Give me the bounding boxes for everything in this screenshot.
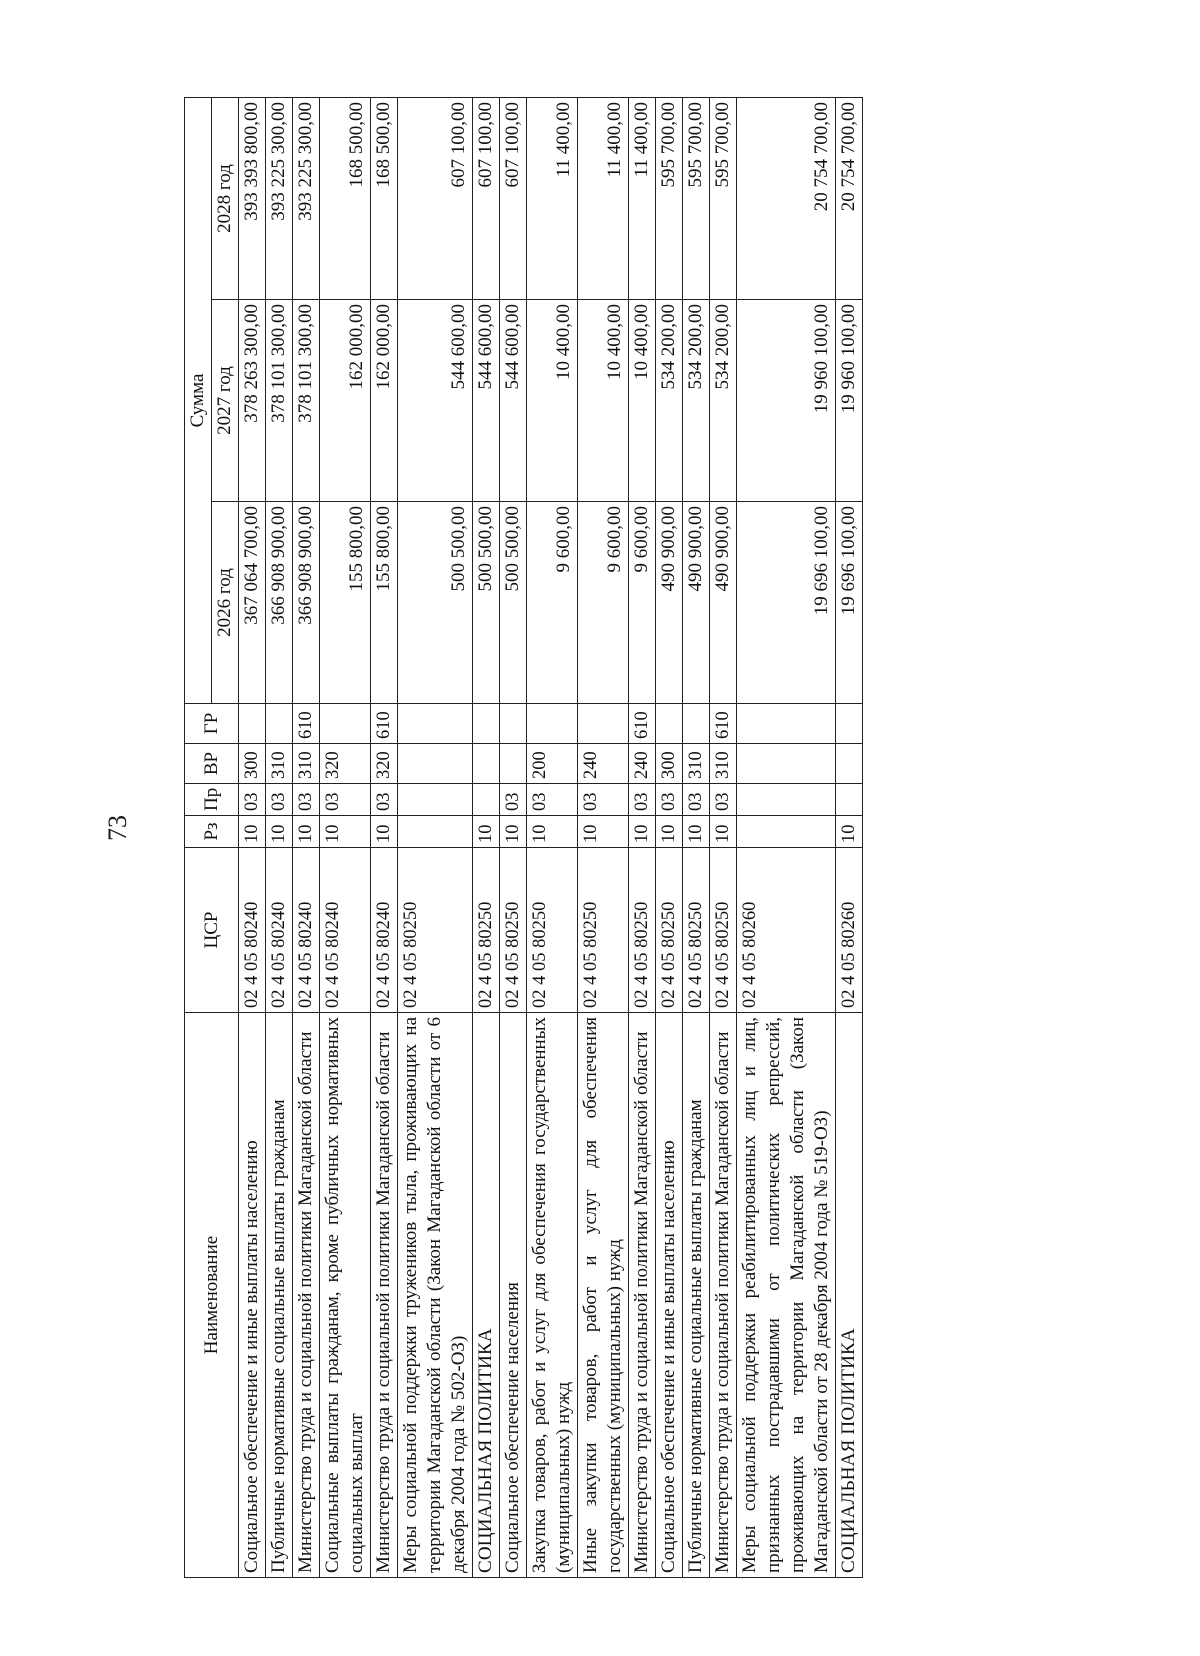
cell-gr: 610 (371, 704, 398, 744)
cell-gr: 610 (710, 704, 737, 744)
cell-pr: 03 (710, 784, 737, 816)
table-row (683, 98, 710, 1578)
cell-2028: 393 393 800,00 (239, 98, 266, 300)
cell-2027: 10 400,00 (629, 300, 656, 502)
header-vr: ВР (185, 744, 239, 784)
cell-2026: 490 900,00 (656, 502, 683, 704)
cell-name: Публичные нормативные социальные выплаты гражданам (266, 1013, 293, 1578)
cell-2026: 366 908 900,00 (293, 502, 320, 704)
cell-2028: 393 225 300,00 (266, 98, 293, 300)
cell-rz: 10 (320, 816, 371, 848)
cell-2028: 595 700,00 (683, 98, 710, 300)
cell-pr: 03 (527, 784, 578, 816)
page-number: 73 (103, 815, 132, 841)
cell-vr: 320 (320, 744, 371, 784)
cell-2028: 607 100,00 (473, 98, 500, 300)
cell-2028: 607 100,00 (500, 98, 527, 300)
cell-2026: 19 696 100,00 (836, 502, 863, 704)
cell-csr: 02 4 05 80250 (527, 848, 578, 1013)
table-row (473, 98, 500, 1578)
table-row (320, 98, 371, 1578)
cell-2026: 500 500,00 (500, 502, 527, 704)
table-header (185, 98, 239, 1578)
cell-pr (836, 784, 863, 816)
table-row (500, 98, 527, 1578)
table-row (527, 98, 578, 1578)
table-row (266, 98, 293, 1578)
table-row (398, 98, 473, 1578)
header-2028: 2028 год (212, 98, 239, 300)
cell-2027: 162 000,00 (371, 300, 398, 502)
cell-csr: 02 4 05 80250 (629, 848, 656, 1013)
cell-2027: 378 101 300,00 (266, 300, 293, 502)
cell-2028: 20 754 700,00 (836, 98, 863, 300)
cell-vr: 320 (371, 744, 398, 784)
cell-csr: 02 4 05 80250 (398, 848, 473, 1013)
cell-pr: 03 (578, 784, 629, 816)
cell-gr (578, 704, 629, 744)
cell-vr (737, 744, 836, 784)
cell-name: Министерство труда и социальной политики Магаданской области (629, 1013, 656, 1578)
header-pr: Пр (185, 784, 239, 816)
cell-2026: 490 900,00 (710, 502, 737, 704)
cell-vr: 300 (656, 744, 683, 784)
cell-2027: 544 600,00 (473, 300, 500, 502)
cell-gr: 610 (293, 704, 320, 744)
cell-2027: 534 200,00 (683, 300, 710, 502)
cell-vr: 310 (683, 744, 710, 784)
header-rz: Рз (185, 816, 239, 848)
cell-2028: 20 754 700,00 (737, 98, 836, 300)
cell-rz: 10 (239, 816, 266, 848)
cell-2027: 162 000,00 (320, 300, 371, 502)
cell-pr (737, 784, 836, 816)
cell-gr (656, 704, 683, 744)
cell-pr: 03 (656, 784, 683, 816)
cell-pr: 03 (500, 784, 527, 816)
cell-pr: 03 (629, 784, 656, 816)
cell-vr (500, 744, 527, 784)
table-row (656, 98, 683, 1578)
cell-name: Иные закупки товаров, работ и услуг для обеспечения государственных (муниципальных) нужд (578, 1013, 629, 1578)
cell-vr: 240 (629, 744, 656, 784)
cell-vr: 310 (266, 744, 293, 784)
cell-rz: 10 (527, 816, 578, 848)
cell-rz: 10 (500, 816, 527, 848)
cell-gr (320, 704, 371, 744)
cell-csr: 02 4 05 80240 (293, 848, 320, 1013)
table-row (578, 98, 629, 1578)
cell-rz: 10 (293, 816, 320, 848)
cell-2027: 534 200,00 (656, 300, 683, 502)
cell-2026: 366 908 900,00 (266, 502, 293, 704)
cell-vr (473, 744, 500, 784)
cell-gr (683, 704, 710, 744)
cell-2027: 534 200,00 (710, 300, 737, 502)
cell-2026: 9 600,00 (527, 502, 578, 704)
header-sum: Сумма (185, 98, 212, 704)
cell-gr (239, 704, 266, 744)
cell-2027: 378 101 300,00 (293, 300, 320, 502)
cell-2027: 10 400,00 (527, 300, 578, 502)
cell-2026: 155 800,00 (371, 502, 398, 704)
cell-2027: 10 400,00 (578, 300, 629, 502)
cell-2026: 367 064 700,00 (239, 502, 266, 704)
cell-pr: 03 (293, 784, 320, 816)
cell-gr: 610 (629, 704, 656, 744)
header-2027: 2027 год (212, 300, 239, 502)
cell-name: Социальное обеспечение и иные выплаты населению (656, 1013, 683, 1578)
cell-name: СОЦИАЛЬНАЯ ПОЛИТИКА (836, 1013, 863, 1578)
cell-name: Министерство труда и социальной политики Магаданской области (371, 1013, 398, 1578)
cell-name: Закупка товаров, работ и услуг для обеспечения государственных (муниципальных) нужд (527, 1013, 578, 1578)
cell-2028: 607 100,00 (398, 98, 473, 300)
cell-2028: 168 500,00 (371, 98, 398, 300)
cell-gr (737, 704, 836, 744)
cell-2026: 155 800,00 (320, 502, 371, 704)
table-body (239, 98, 863, 1578)
cell-rz: 10 (266, 816, 293, 848)
cell-2027: 19 960 100,00 (836, 300, 863, 502)
cell-2026: 500 500,00 (398, 502, 473, 704)
cell-2026: 490 900,00 (683, 502, 710, 704)
cell-csr: 02 4 05 80250 (578, 848, 629, 1013)
table-row (239, 98, 266, 1578)
cell-name: Социальное обеспечение и иные выплаты населению (239, 1013, 266, 1578)
cell-gr (836, 704, 863, 744)
cell-rz: 10 (836, 816, 863, 848)
cell-rz (737, 816, 836, 848)
table-row (737, 98, 836, 1578)
cell-gr (473, 704, 500, 744)
cell-csr: 02 4 05 80250 (656, 848, 683, 1013)
cell-2028: 11 400,00 (629, 98, 656, 300)
budget-table (184, 97, 863, 1578)
cell-gr (500, 704, 527, 744)
cell-pr: 03 (683, 784, 710, 816)
cell-2028: 11 400,00 (527, 98, 578, 300)
cell-vr: 310 (710, 744, 737, 784)
cell-csr: 02 4 05 80250 (683, 848, 710, 1013)
cell-rz: 10 (629, 816, 656, 848)
cell-name: Министерство труда и социальной политики Магаданской области (710, 1013, 737, 1578)
table-row (371, 98, 398, 1578)
cell-2027: 544 600,00 (398, 300, 473, 502)
cell-name: Социальное обеспечение населения (500, 1013, 527, 1578)
budget-table-container (184, 98, 1084, 1578)
cell-pr: 03 (320, 784, 371, 816)
cell-vr: 310 (293, 744, 320, 784)
cell-vr: 300 (239, 744, 266, 784)
cell-2028: 11 400,00 (578, 98, 629, 300)
cell-rz (398, 816, 473, 848)
cell-csr: 02 4 05 80260 (737, 848, 836, 1013)
header-2026: 2026 год (212, 502, 239, 704)
cell-2028: 595 700,00 (710, 98, 737, 300)
cell-rz: 10 (656, 816, 683, 848)
cell-vr: 200 (527, 744, 578, 784)
cell-gr (266, 704, 293, 744)
header-csr: ЦСР (185, 848, 239, 1013)
cell-2028: 393 225 300,00 (293, 98, 320, 300)
cell-2028: 168 500,00 (320, 98, 371, 300)
table-row (836, 98, 863, 1578)
cell-csr: 02 4 05 80240 (239, 848, 266, 1013)
cell-vr: 240 (578, 744, 629, 784)
cell-csr: 02 4 05 80240 (371, 848, 398, 1013)
cell-csr: 02 4 05 80240 (266, 848, 293, 1013)
cell-name: Меры социальной поддержки тружеников тыла, проживающих на территории Магаданской области (Закон Магаданской области от 6 декабря 2004 года № 502-ОЗ) (398, 1013, 473, 1578)
cell-vr (398, 744, 473, 784)
cell-2027: 19 960 100,00 (737, 300, 836, 502)
cell-name: Министерство труда и социальной политики Магаданской области (293, 1013, 320, 1578)
cell-pr: 03 (371, 784, 398, 816)
cell-2026: 19 696 100,00 (737, 502, 836, 704)
cell-rz: 10 (473, 816, 500, 848)
cell-csr: 02 4 05 80250 (500, 848, 527, 1013)
cell-name: Публичные нормативные социальные выплаты гражданам (683, 1013, 710, 1578)
cell-name: Меры социальной поддержки реабилитированных лиц и лиц, признанных пострадавшими от политических репрессий, проживающих на территории Магаданской области (Закон Магаданской области от 28 декабря 2004 года № 519-ОЗ) (737, 1013, 836, 1578)
cell-rz: 10 (710, 816, 737, 848)
table-row (710, 98, 737, 1578)
cell-2027: 378 263 300,00 (239, 300, 266, 502)
cell-gr (527, 704, 578, 744)
header-name: Наименование (185, 1013, 239, 1578)
cell-csr: 02 4 05 80240 (320, 848, 371, 1013)
cell-2026: 9 600,00 (578, 502, 629, 704)
cell-2027: 544 600,00 (500, 300, 527, 502)
cell-pr (398, 784, 473, 816)
cell-name: СОЦИАЛЬНАЯ ПОЛИТИКА (473, 1013, 500, 1578)
table-row (629, 98, 656, 1578)
cell-rz: 10 (683, 816, 710, 848)
cell-2028: 595 700,00 (656, 98, 683, 300)
header-gr: ГР (185, 704, 239, 744)
cell-csr: 02 4 05 80260 (836, 848, 863, 1013)
cell-pr: 03 (239, 784, 266, 816)
cell-rz: 10 (578, 816, 629, 848)
cell-pr: 03 (266, 784, 293, 816)
cell-csr: 02 4 05 80250 (473, 848, 500, 1013)
cell-2026: 9 600,00 (629, 502, 656, 704)
cell-rz: 10 (371, 816, 398, 848)
cell-csr: 02 4 05 80250 (710, 848, 737, 1013)
cell-name: Социальные выплаты гражданам, кроме публичных нормативных социальных выплат (320, 1013, 371, 1578)
table-row (293, 98, 320, 1578)
cell-pr (473, 784, 500, 816)
cell-2026: 500 500,00 (473, 502, 500, 704)
cell-vr (836, 744, 863, 784)
cell-gr (398, 704, 473, 744)
